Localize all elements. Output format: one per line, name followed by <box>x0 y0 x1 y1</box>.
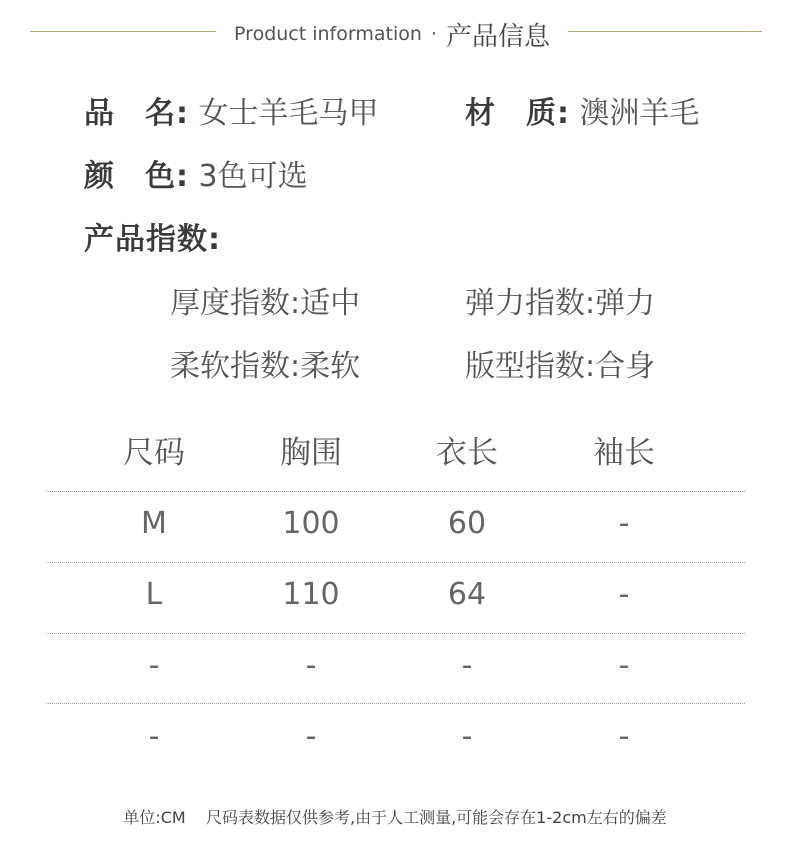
table-cell-length: 60 <box>447 506 487 541</box>
product-index-heading-text: 产品指数: <box>84 222 221 257</box>
header-title-en: Product information <box>234 23 422 45</box>
thickness-index-label: 厚度指数: <box>170 286 301 321</box>
table-cell-sleeve: - <box>618 506 630 541</box>
softness-index <box>170 349 360 385</box>
fit-index-label: 版型指数: <box>465 349 596 384</box>
elasticity-index-label: 弹力指数: <box>465 286 596 321</box>
softness-index-value: 柔软 <box>300 349 361 384</box>
table-cell-sleeve: - <box>618 577 630 612</box>
length-col-header: 衣长 <box>436 435 498 471</box>
elasticity-index-value: 弹力 <box>595 286 656 321</box>
table-cell-length: 64 <box>447 577 487 612</box>
sleeve-col-header: 袖长 <box>593 435 655 471</box>
header-rule-right <box>568 31 762 32</box>
header-rule-left <box>30 31 216 32</box>
material-label-char1: 材 <box>465 96 496 131</box>
product-name-row <box>84 96 379 132</box>
material-label-char2: 质: <box>526 96 570 131</box>
table-divider <box>46 491 745 492</box>
table-divider <box>46 633 745 634</box>
product-name-label-char2: 名: <box>145 96 189 131</box>
table-cell-size: - <box>148 719 160 754</box>
unit-note: 单位:CM 尺码表数据仅供参考,由于人工测量,可能会存在1-2cm左右的偏差 <box>123 808 667 827</box>
chest-col-header: 胸围 <box>280 435 342 471</box>
thickness-index-value: 适中 <box>300 286 361 321</box>
product-name-label-char1: 品 <box>84 96 115 131</box>
color-row <box>84 159 308 195</box>
size-col-header: 尺码 <box>123 435 185 471</box>
section-header <box>216 16 568 52</box>
table-cell-size: L <box>145 577 163 612</box>
table-cell-length: - <box>461 648 473 683</box>
table-cell-length: - <box>461 719 473 754</box>
material-value: 澳洲羊毛 <box>579 96 700 131</box>
elasticity-index <box>465 286 655 322</box>
table-cell-chest: 110 <box>282 577 340 612</box>
color-label-char1: 颜 <box>84 159 115 194</box>
product-index-heading <box>84 222 221 258</box>
table-cell-size: M <box>141 506 167 541</box>
color-label-char2: 色: <box>145 159 189 194</box>
color-value: 3色可选 <box>198 159 308 194</box>
softness-index-label: 柔软指数: <box>170 349 301 384</box>
table-divider <box>46 562 745 563</box>
table-divider <box>46 703 745 704</box>
table-cell-sleeve: - <box>618 648 630 683</box>
table-cell-chest: - <box>305 648 317 683</box>
fit-index-value: 合身 <box>595 349 656 384</box>
fit-index <box>465 349 655 385</box>
thickness-index <box>170 286 360 322</box>
header-title-cn: 产品信息 <box>445 21 550 52</box>
product-name-value: 女士羊毛马甲 <box>198 96 379 131</box>
material-row <box>465 96 700 132</box>
table-cell-chest: - <box>305 719 317 754</box>
table-cell-sleeve: - <box>618 719 630 754</box>
header-separator: · <box>430 23 437 45</box>
table-cell-chest: 100 <box>282 506 340 541</box>
table-cell-size: - <box>148 648 160 683</box>
